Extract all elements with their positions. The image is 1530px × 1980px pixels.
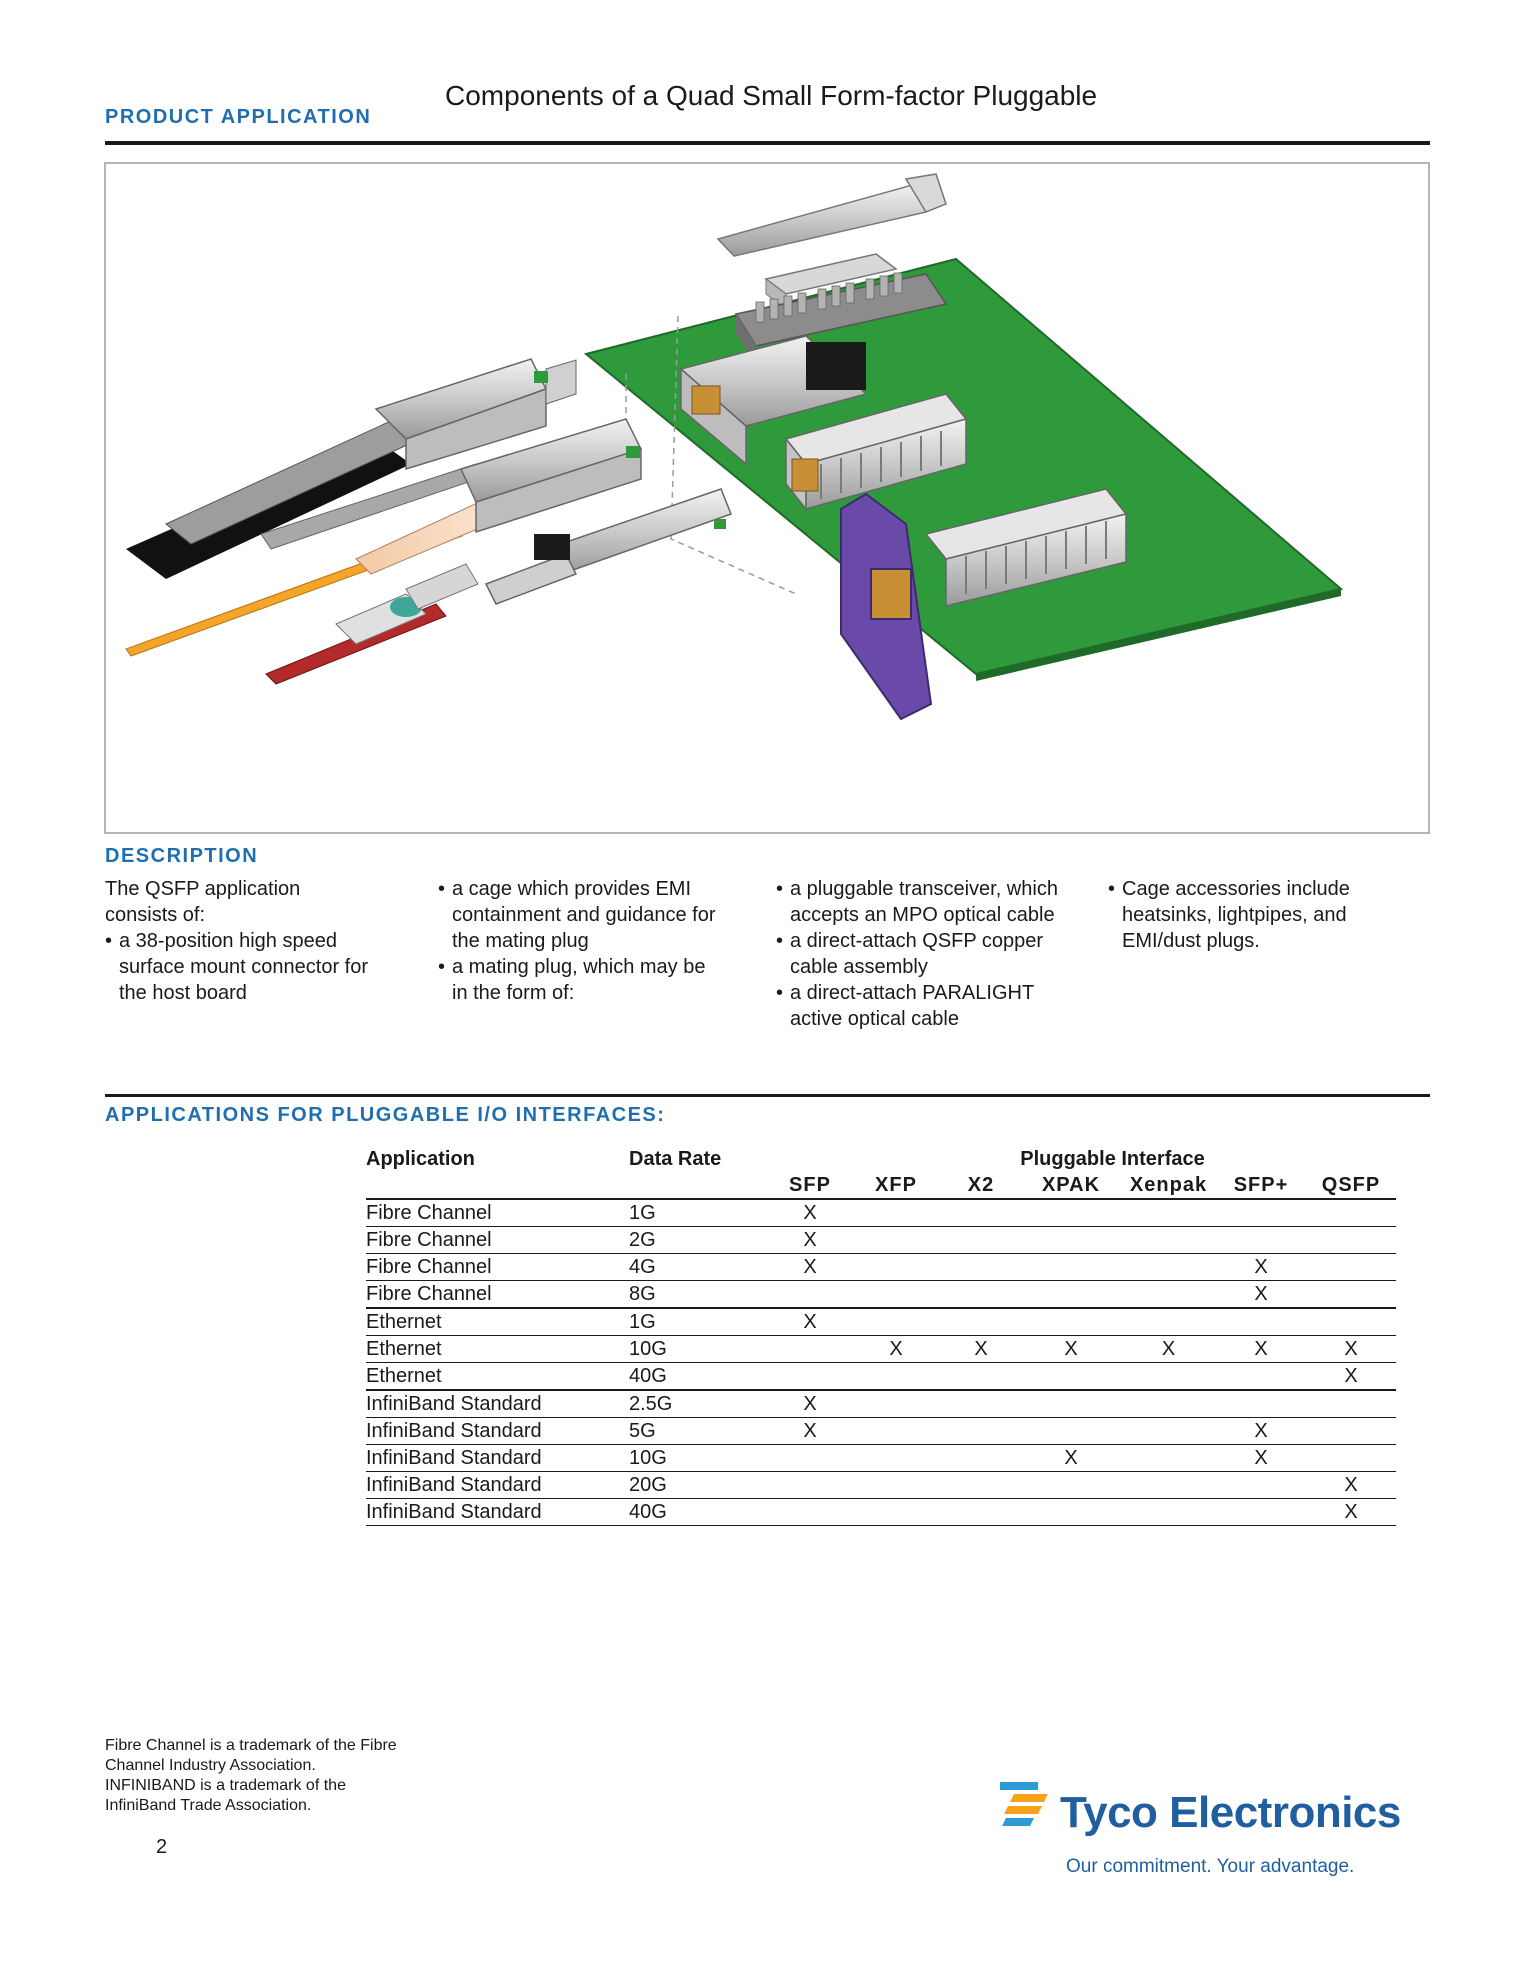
table-row [366, 1199, 1396, 1227]
cell-support-mark: X [1254, 1256, 1268, 1278]
cell-support-mark [1121, 1418, 1216, 1445]
cell-data-rate: 8G [629, 1283, 656, 1305]
cell-data-rate: 10G [629, 1338, 667, 1360]
column-header-pluggable-interface: Pluggable Interface [1020, 1148, 1205, 1170]
applications-heading: APPLICATIONS FOR PLUGGABLE I/O INTERFACES: [105, 1104, 666, 1126]
interface-header-row [366, 1172, 1396, 1199]
cell-support-mark: X [1064, 1447, 1078, 1469]
cell-support-mark [1306, 1308, 1396, 1336]
brand-tagline: Our commitment. Your advantage. [1066, 1856, 1355, 1877]
cell-support-mark [941, 1445, 1021, 1472]
footnote-line: INFINIBAND is a trademark of the [105, 1777, 346, 1794]
description-bullet: • a direct-attach QSFP copper cable assembly [776, 930, 1044, 978]
bullet-icon: • [776, 878, 784, 900]
exploded-illustration [106, 164, 1428, 832]
qsfp-components-figure [104, 162, 1430, 834]
cell-application: Fibre Channel [366, 1256, 492, 1278]
applications-rule [105, 1094, 1430, 1097]
interface-header-sfp: SFP [789, 1174, 831, 1196]
header-rule [105, 141, 1430, 145]
cell-support-mark [769, 1281, 851, 1309]
cell-support-mark [1121, 1445, 1216, 1472]
cell-support-mark [1216, 1308, 1306, 1336]
description-column-1 [105, 876, 415, 1006]
table-row [366, 1418, 1396, 1445]
cell-support-mark [1121, 1227, 1216, 1254]
table-row [366, 1336, 1396, 1363]
interface-header-xfp: XFP [875, 1174, 917, 1196]
cell-data-rate: 1G [629, 1311, 656, 1333]
cell-support-mark: X [1344, 1365, 1358, 1387]
cell-support-mark: X [1254, 1283, 1268, 1305]
cell-support-mark [1021, 1390, 1121, 1418]
cell-support-mark [1021, 1281, 1121, 1309]
cell-support-mark [851, 1227, 941, 1254]
cell-support-mark [1121, 1363, 1216, 1391]
pcb-board [586, 259, 1341, 674]
cell-data-rate: 5G [629, 1420, 656, 1442]
cell-application: Ethernet [366, 1365, 442, 1387]
cell-support-mark: X [803, 1202, 817, 1224]
cell-support-mark [769, 1445, 851, 1472]
cell-support-mark [769, 1472, 851, 1499]
cell-support-mark [941, 1227, 1021, 1254]
table-row [366, 1363, 1396, 1391]
cell-support-mark: X [1344, 1474, 1358, 1496]
description-heading: DESCRIPTION [105, 845, 259, 867]
cell-support-mark [1121, 1254, 1216, 1281]
bullet-icon: • [438, 878, 446, 900]
trademark-footnote [105, 1736, 525, 1816]
cell-data-rate: 1G [629, 1202, 656, 1224]
cell-support-mark [851, 1499, 941, 1526]
description-bullet: • a direct-attach PARALIGHT active optical cable [776, 982, 1035, 1030]
description-bullet: • Cage accessories include heatsinks, lightpipes, and EMI/dust plugs. [1108, 878, 1350, 952]
table-row [366, 1308, 1396, 1336]
cell-support-mark [1021, 1308, 1121, 1336]
cell-support-mark [851, 1199, 941, 1227]
cell-support-mark [851, 1418, 941, 1445]
table-row [366, 1499, 1396, 1526]
cell-support-mark [1021, 1499, 1121, 1526]
cell-support-mark [1121, 1472, 1216, 1499]
cell-data-rate: 40G [629, 1365, 667, 1387]
cell-data-rate: 20G [629, 1474, 667, 1496]
description-bullet: • a cage which provides EMI containment and guidance for the mating plug [438, 878, 716, 952]
applications-table-body [366, 1199, 1396, 1526]
cell-support-mark [1021, 1254, 1121, 1281]
cell-data-rate: 4G [629, 1256, 656, 1278]
cell-support-mark: X [1344, 1338, 1358, 1360]
footnote-line: Channel Industry Association. [105, 1757, 316, 1774]
footnote-line: InfiniBand Trade Association. [105, 1797, 312, 1814]
table-row [366, 1472, 1396, 1499]
brand-name: Tyco Electronics [1060, 1788, 1401, 1837]
cell-support-mark: X [803, 1229, 817, 1251]
table-row [366, 1390, 1396, 1418]
cell-application: InfiniBand Standard [366, 1501, 542, 1523]
column-header-application: Application [366, 1148, 475, 1170]
cell-support-mark: X [803, 1393, 817, 1415]
description-text: The QSFP application [105, 878, 301, 900]
cell-support-mark: X [889, 1338, 903, 1360]
cell-application: Fibre Channel [366, 1202, 492, 1224]
cell-support-mark [941, 1472, 1021, 1499]
cell-support-mark: X [974, 1338, 988, 1360]
cell-support-mark [1021, 1227, 1121, 1254]
description-column-3 [776, 876, 1106, 1032]
cell-application: InfiniBand Standard [366, 1393, 542, 1415]
description-column-2 [438, 876, 768, 1006]
table-row [366, 1254, 1396, 1281]
cell-support-mark [1216, 1472, 1306, 1499]
description-bullet: • a pluggable transceiver, which accepts an MPO optical cable [776, 878, 1058, 926]
cell-support-mark [1306, 1281, 1396, 1309]
cell-data-rate: 10G [629, 1447, 667, 1469]
cell-support-mark [941, 1390, 1021, 1418]
cell-support-mark [769, 1499, 851, 1526]
cell-support-mark [941, 1418, 1021, 1445]
column-header-data-rate: Data Rate [629, 1148, 722, 1170]
applications-table-wrapper [366, 1146, 1396, 1526]
cell-support-mark [851, 1363, 941, 1391]
cell-support-mark [941, 1199, 1021, 1227]
bullet-icon: • [1108, 878, 1116, 900]
cell-support-mark [1216, 1363, 1306, 1391]
cell-support-mark: X [1254, 1447, 1268, 1469]
cell-support-mark [1121, 1281, 1216, 1309]
bullet-icon: • [105, 930, 113, 952]
description-column-4 [1108, 876, 1408, 954]
description-bullet: • a mating plug, which may be in the form of: [438, 956, 706, 1004]
cell-support-mark [1121, 1199, 1216, 1227]
cell-support-mark [1021, 1418, 1121, 1445]
cell-support-mark [769, 1336, 851, 1363]
cell-data-rate: 2.5G [629, 1393, 673, 1415]
cell-support-mark [1021, 1472, 1121, 1499]
cell-support-mark [1216, 1199, 1306, 1227]
cell-application: InfiniBand Standard [366, 1447, 542, 1469]
cell-support-mark [1121, 1499, 1216, 1526]
description-text: consists of: [105, 904, 206, 926]
applications-table [366, 1146, 1396, 1526]
table-row [366, 1227, 1396, 1254]
cell-support-mark [851, 1445, 941, 1472]
cell-support-mark [1306, 1445, 1396, 1472]
footnote-line: Fibre Channel is a trademark of the Fibre [105, 1737, 397, 1754]
cell-support-mark [941, 1308, 1021, 1336]
cell-support-mark [941, 1499, 1021, 1526]
cell-support-mark [1306, 1390, 1396, 1418]
cell-support-mark [1121, 1308, 1216, 1336]
page-number: 2 [156, 1836, 168, 1858]
cell-support-mark: X [803, 1311, 817, 1333]
cell-application: Fibre Channel [366, 1283, 492, 1305]
cell-support-mark [941, 1363, 1021, 1391]
tyco-logo-icon [1000, 1778, 1060, 1838]
cell-support-mark: X [1344, 1501, 1358, 1523]
bullet-icon: • [776, 930, 784, 952]
interface-header-x2: X2 [967, 1174, 995, 1196]
page-title: Components of a Quad Small Form-factor Pluggable [445, 80, 1098, 111]
cell-support-mark [1306, 1227, 1396, 1254]
brand-logo [1000, 1772, 1420, 1892]
cell-support-mark [851, 1254, 941, 1281]
cell-support-mark [1306, 1418, 1396, 1445]
cell-support-mark [851, 1281, 941, 1309]
lightpipe-accessory [718, 174, 946, 256]
cell-support-mark [1216, 1227, 1306, 1254]
cell-support-mark: X [1254, 1420, 1268, 1442]
cell-application: Fibre Channel [366, 1229, 492, 1251]
cell-application: Ethernet [366, 1338, 442, 1360]
cell-support-mark [941, 1281, 1021, 1309]
cell-application: InfiniBand Standard [366, 1474, 542, 1496]
bullet-icon: • [438, 956, 446, 978]
cell-support-mark [1306, 1254, 1396, 1281]
cell-support-mark: X [1161, 1338, 1176, 1360]
cell-support-mark: X [1254, 1338, 1268, 1360]
cell-support-mark [1216, 1499, 1306, 1526]
cell-support-mark [1216, 1390, 1306, 1418]
cell-support-mark: X [803, 1420, 817, 1442]
bullet-icon: • [776, 982, 784, 1004]
cell-application: Ethernet [366, 1311, 442, 1333]
cell-support-mark [1021, 1199, 1121, 1227]
cell-data-rate: 40G [629, 1501, 667, 1523]
table-header-row [366, 1146, 1396, 1172]
interface-header-qsfp: QSFP [1321, 1174, 1381, 1196]
cell-support-mark [1121, 1390, 1216, 1418]
cell-support-mark [941, 1254, 1021, 1281]
interface-header-xenpak: Xenpak [1129, 1174, 1208, 1196]
cell-support-mark [1021, 1363, 1121, 1391]
description-bullet: • a 38-position high speed surface mount connector for the host board [105, 930, 369, 1004]
cell-support-mark [769, 1363, 851, 1391]
cell-support-mark: X [803, 1256, 817, 1278]
cell-application: InfiniBand Standard [366, 1420, 542, 1442]
cell-support-mark [1306, 1199, 1396, 1227]
cell-support-mark [851, 1308, 941, 1336]
table-row [366, 1281, 1396, 1309]
cell-support-mark: X [1064, 1338, 1078, 1360]
table-row [366, 1445, 1396, 1472]
cell-support-mark [851, 1472, 941, 1499]
interface-header-xpak: XPAK [1041, 1174, 1101, 1196]
section-label-product-application: PRODUCT APPLICATION [105, 106, 372, 128]
interface-header-sfp-: SFP+ [1233, 1174, 1289, 1196]
cell-data-rate: 2G [629, 1229, 656, 1251]
cell-support-mark [851, 1390, 941, 1418]
